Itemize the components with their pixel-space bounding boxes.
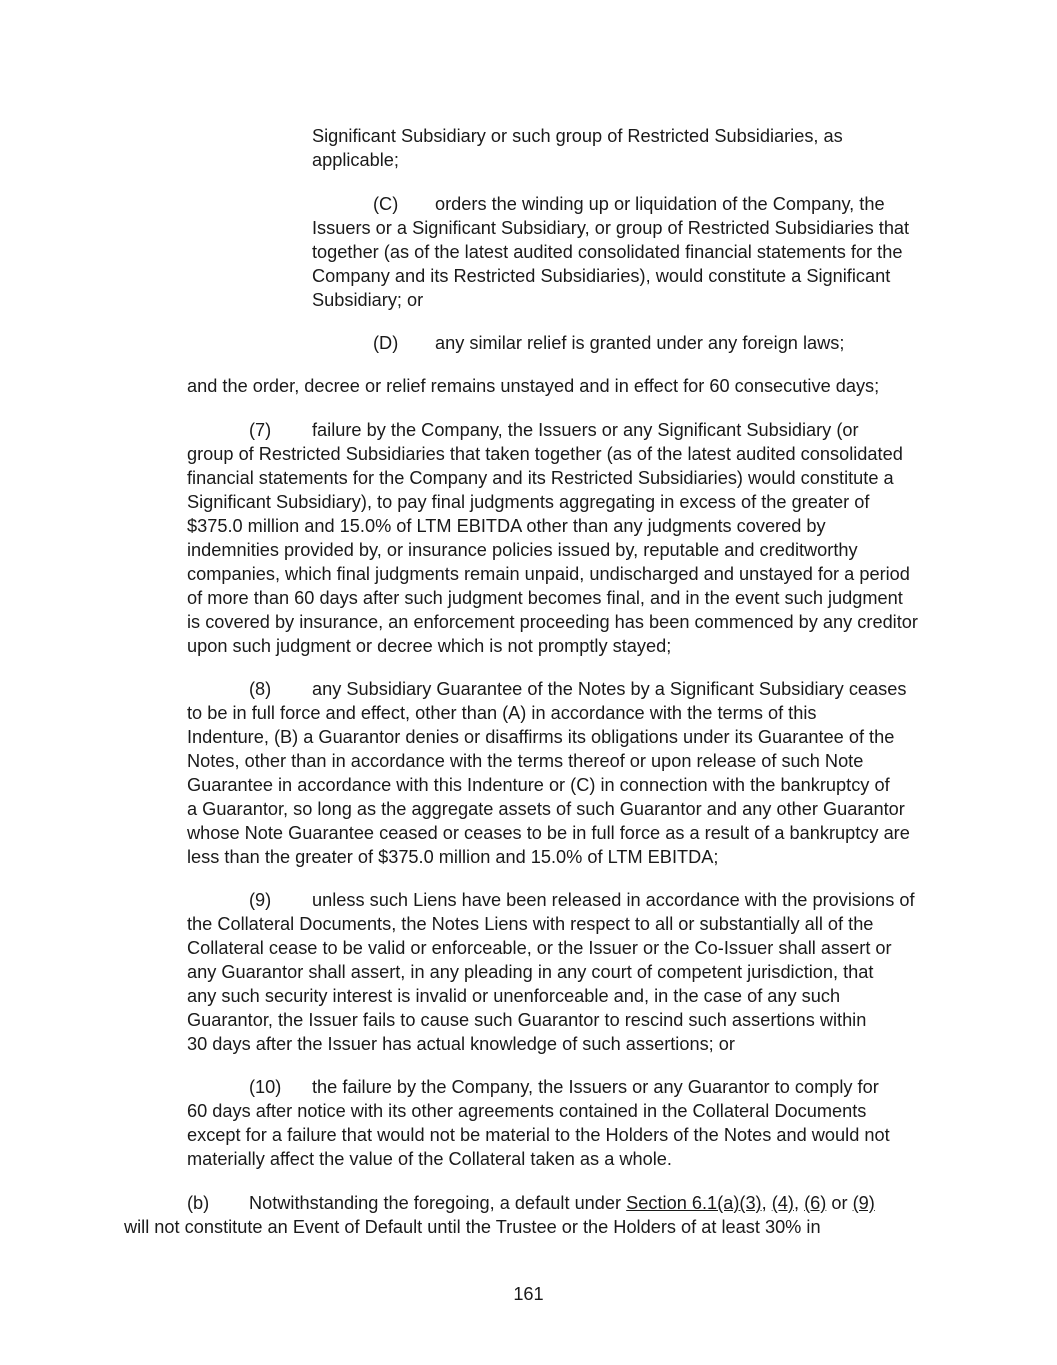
paragraph-line: 30 days after the Issuer has actual knowledge of such assertions; or: [187, 1034, 735, 1054]
item-label: (10): [249, 1077, 282, 1097]
separator-text: ,: [761, 1193, 772, 1213]
paragraph-line: applicable;: [312, 150, 399, 170]
paragraph-line: to be in full force and effect, other than (A) in accordance with the terms of this: [187, 703, 817, 723]
paragraph-line: Company and its Restricted Subsidiaries), would constitute a Significant: [312, 266, 891, 286]
section-reference-link[interactable]: (6): [804, 1193, 827, 1213]
paragraph-line: Subsidiary; or: [312, 290, 424, 310]
paragraph-line: of more than 60 days after such judgment becomes final, and in the event such judgment: [187, 588, 903, 608]
item-label: (7): [249, 420, 272, 440]
paragraph-line: any Guarantor shall assert, in any pleading in any court of competent jurisdiction, that: [187, 962, 874, 982]
paragraph-line: Guarantor, the Issuer fails to cause such Guarantor to rescind such assertions within: [187, 1010, 867, 1030]
paragraph-line: indemnities provided by, or insurance policies issued by, reputable and creditworthy: [187, 540, 858, 560]
paragraph-line: will not constitute an Event of Default until the Trustee or the Holders of at least 30% in: [124, 1217, 821, 1237]
paragraph-line: Significant Subsidiary or such group of Restricted Subsidiaries, as: [312, 126, 843, 146]
paragraph-line: Significant Subsidiary), to pay final judgments aggregating in excess of the greater of: [187, 492, 870, 512]
item-label: (b): [187, 1193, 210, 1213]
paragraph-line: a Guarantor, so long as the aggregate assets of such Guarantor and any other Guarantor: [187, 799, 905, 819]
paragraph-line: any Subsidiary Guarantee of the Notes by a Significant Subsidiary ceases: [312, 679, 907, 699]
paragraph-line: unless such Liens have been released in accordance with the provisions of: [312, 890, 915, 910]
paragraph-line: 60 days after notice with its other agreements contained in the Collateral Documents: [187, 1101, 867, 1121]
item-label: (C): [373, 194, 399, 214]
paragraph-line: [249, 1191, 875, 1215]
paragraph-line: Issuers or a Significant Subsidiary, or group of Restricted Subsidiaries that: [312, 218, 910, 238]
paragraph-line: except for a failure that would not be material to the Holders of the Notes and would not: [187, 1125, 890, 1145]
paragraph-line: any similar relief is granted under any foreign laws;: [435, 333, 845, 353]
separator-text: ,: [793, 1193, 805, 1213]
page-number: 161: [513, 1284, 544, 1304]
paragraph-line: less than the greater of $375.0 million and 15.0% of LTM EBITDA;: [187, 847, 719, 867]
item-label: (8): [249, 679, 272, 699]
separator-text: or: [826, 1193, 853, 1213]
paragraph-line: Guarantee in accordance with this Indenture or (C) in connection with the bankruptcy of: [187, 775, 890, 795]
paragraph-line: group of Restricted Subsidiaries that taken together (as of the latest audited consolidated: [187, 444, 903, 464]
paragraph-line: financial statements for the Company and its Restricted Subsidiaries) would constitute a: [187, 468, 894, 488]
paragraph-text: Notwithstanding the foregoing, a default under: [249, 1193, 627, 1213]
paragraph-line: failure by the Company, the Issuers or any Significant Subsidiary (or: [312, 420, 859, 440]
paragraph-line: and the order, decree or relief remains unstayed and in effect for 60 consecutive days;: [187, 376, 880, 396]
item-label: (9): [249, 890, 272, 910]
paragraph-line: orders the winding up or liquidation of the Company, the: [435, 194, 885, 214]
paragraph-line: Collateral cease to be valid or enforceable, or the Issuer or the Co-Issuer shall assert or: [187, 938, 892, 958]
section-reference-link[interactable]: Section 6.1(a)(3): [626, 1193, 762, 1213]
paragraph-line: is covered by insurance, an enforcement proceeding has been commenced by any creditor: [187, 612, 918, 632]
paragraph-line: materially affect the value of the Collateral taken as a whole.: [187, 1149, 672, 1169]
paragraph-line: $375.0 million and 15.0% of LTM EBITDA other than any judgments covered by: [187, 516, 826, 536]
paragraph-line: whose Note Guarantee ceased or ceases to be in full force as a result of a bankruptcy are: [187, 823, 910, 843]
paragraph-line: the Collateral Documents, the Notes Liens with respect to all or substantially all of the: [187, 914, 874, 934]
paragraph-line: upon such judgment or decree which is not promptly stayed;: [187, 636, 672, 656]
section-reference-link[interactable]: (4): [771, 1193, 794, 1213]
paragraph-line: any such security interest is invalid or unenforceable and, in the case of any such: [187, 986, 841, 1006]
paragraph-line: companies, which final judgments remain unpaid, undischarged and unstayed for a period: [187, 564, 910, 584]
paragraph-line: the failure by the Company, the Issuers or any Guarantor to comply for: [312, 1077, 879, 1097]
paragraph-line: together (as of the latest audited consolidated financial statements for the: [312, 242, 903, 262]
paragraph-line: Notes, other than in accordance with the terms thereof or upon release of such Note: [187, 751, 864, 771]
section-reference-link[interactable]: (9): [852, 1193, 875, 1213]
item-label: (D): [373, 333, 399, 353]
paragraph-line: Indenture, (B) a Guarantor denies or disaffirms its obligations under its Guarantee of the: [187, 727, 895, 747]
